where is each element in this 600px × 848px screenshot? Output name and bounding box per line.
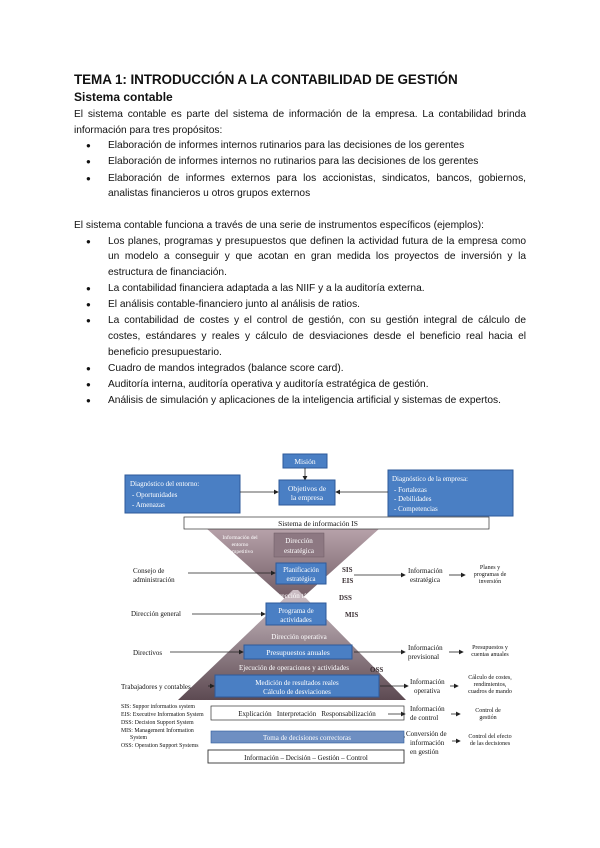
mis-label: MIS bbox=[345, 611, 359, 619]
info-control: Información bbox=[410, 705, 445, 713]
list-item: ● Elaboración de informes internos no rutinarios para las decisiones de los gerentes bbox=[108, 154, 526, 170]
trabajadores-label: Trabajadores y contables bbox=[121, 683, 191, 691]
presupuestos-label: Presupuestos anuales bbox=[266, 648, 330, 657]
far-calculo: Cálculo de costes, bbox=[468, 675, 512, 681]
sis-label: SIS bbox=[342, 566, 353, 574]
toma-decisiones-label: Toma de decisiones correctoras bbox=[263, 734, 351, 742]
objetivos-line-1: Objetivos de bbox=[287, 484, 327, 493]
list-item: ● La contabilidad de costes y el control de gestión, con su gestión integral de cálculo de costes, estándares y reales y cálculo de desviaciones desde el beneficio real hacia el beneficio presupuestario. bbox=[108, 313, 526, 360]
legend-line: System bbox=[130, 735, 148, 741]
document-body bbox=[74, 72, 526, 409]
dir-general-label: Dirección general bbox=[131, 610, 181, 618]
info-operativa: Información bbox=[410, 678, 445, 686]
info-conversion: información bbox=[410, 739, 445, 747]
mision-label: Misión bbox=[294, 457, 316, 466]
planificacion-line: Planificación bbox=[283, 567, 319, 574]
list-item: ● Elaboración de informes internos rutinarios para las decisiones de los gerentes bbox=[108, 138, 526, 154]
info-entorno-line: Información del bbox=[222, 535, 258, 541]
medicion-line: Medición de resultados reales bbox=[255, 679, 339, 687]
far-presupuestos: Presupuestos y bbox=[472, 645, 508, 651]
far-control-gestion: Control de bbox=[475, 708, 501, 714]
info-control: de control bbox=[410, 714, 439, 722]
entorno-item: - Amenazas bbox=[132, 501, 165, 509]
ejecucion-label: Ejecución de operaciones y actividades bbox=[238, 664, 350, 672]
list-item: ● Cuadro de mandos integrados (balance score card). bbox=[108, 361, 526, 377]
list-item: ● El análisis contable-financiero junto al análisis de ratios. bbox=[108, 297, 526, 313]
oss-label: OSS bbox=[370, 666, 384, 674]
purposes-list bbox=[74, 138, 526, 201]
far-planes: inversión bbox=[478, 579, 502, 585]
far-presupuestos: cuentas anuales bbox=[471, 652, 509, 658]
programa-line: Programa de bbox=[278, 607, 314, 615]
empresa-item: - Fortalezas bbox=[394, 486, 427, 494]
far-control-gestion: gestión bbox=[479, 715, 497, 721]
list-item: ● Auditoría interna, auditoría operativa y auditoría estratégica de gestión. bbox=[108, 377, 526, 393]
consejo-label: administración bbox=[133, 576, 175, 584]
far-calculo: rendimientos, bbox=[473, 682, 507, 688]
far-control-efecto: de las decisiones bbox=[469, 741, 511, 747]
consejo-label: Consejo de bbox=[133, 567, 165, 575]
list-item: ● Análisis de simulación y aplicaciones de la inteligencia artificial y sistemas de expertos. bbox=[108, 393, 526, 409]
dir-estrategica-line: estratégica bbox=[284, 547, 314, 555]
info-conversion: Conversión de bbox=[406, 730, 447, 738]
objetivos-line-2: la empresa bbox=[290, 493, 324, 502]
dss-label: DSS bbox=[339, 594, 352, 602]
empresa-item: - Debilidades bbox=[394, 495, 432, 503]
planificacion-line: estratégica bbox=[286, 576, 316, 583]
legend-line: EIS: Executive Information System bbox=[121, 712, 204, 718]
intro-paragraph: El sistema contable es parte del sistema de información de la empresa. La contabilidad brinda información para tres propósitos: bbox=[74, 109, 526, 136]
far-calculo: cuadros de mando bbox=[468, 689, 512, 695]
info-previsional: Información bbox=[408, 644, 443, 652]
far-planes: Planes y bbox=[479, 565, 501, 571]
programa-line: actividades bbox=[280, 616, 312, 624]
explicacion-label: Explicación Interpretación Responsabilización bbox=[238, 710, 376, 718]
legend-line: SIS: Suppor informatios system bbox=[121, 704, 195, 710]
sistema-info-label: Sistema de información IS bbox=[278, 519, 358, 528]
info-entorno-line: competitivo bbox=[226, 549, 254, 555]
bottom-flow-label: Información – Decisión – Gestión – Control bbox=[244, 754, 368, 762]
medicion-line: Cálculo de desviaciones bbox=[263, 688, 331, 696]
directivos-label: Directivos bbox=[133, 649, 163, 657]
empresa-item: - Competencias bbox=[394, 505, 438, 513]
list-item: ● Elaboración de informes externos para los accionistas, sindicatos, bancos, gobiernos, analistas financieros u otros grupos externos bbox=[108, 171, 526, 202]
entorno-title: Diagnóstico del entorno: bbox=[130, 480, 200, 488]
info-estrategica: estratégica bbox=[410, 576, 440, 584]
legend-line: OSS: Operation Support Systems bbox=[121, 743, 199, 749]
far-planes: programas de bbox=[473, 572, 507, 578]
legend-line: MIS: Management Information bbox=[121, 728, 194, 734]
information-system-diagram bbox=[118, 450, 522, 768]
entorno-item: - Oportunidades bbox=[132, 491, 178, 499]
list-item: ● La contabilidad financiera adaptada a las NIIF y a la auditoría externa. bbox=[108, 281, 526, 297]
instruments-intro: El sistema contable funciona a través de una serie de instrumentos específicos (ejemplos): bbox=[74, 220, 484, 232]
eis-label: EIS bbox=[342, 577, 354, 585]
empresa-title: Diagnóstico de la empresa: bbox=[392, 475, 469, 483]
info-conversion: en gestión bbox=[410, 748, 439, 756]
info-estrategica: Información bbox=[408, 567, 443, 575]
legend-line: DSS: Decision Support System bbox=[121, 720, 194, 726]
page-title: TEMA 1: INTRODUCCIÓN A LA CONTABILIDAD DE GESTIÓN bbox=[74, 72, 458, 87]
dir-estrategica-line: Dirección bbox=[285, 537, 313, 545]
info-entorno-line: entorno bbox=[231, 542, 249, 548]
section-heading: Sistema contable bbox=[74, 89, 173, 104]
info-previsional: previsional bbox=[408, 653, 440, 661]
info-operativa: operativa bbox=[414, 687, 441, 695]
far-control-efecto: Control del efecto bbox=[468, 734, 512, 740]
list-item: ● Los planes, programas y presupuestos que definen la actividad futura de la empresa como un modelo a conseguir y que acotan en gran medida los proyectos de inversión y la estructura de financiación. bbox=[108, 234, 526, 281]
dir-operativa-label: Dirección operativa bbox=[271, 633, 327, 641]
instruments-list bbox=[74, 234, 526, 409]
dir-tactica-label: Dirección táctica bbox=[272, 592, 320, 600]
